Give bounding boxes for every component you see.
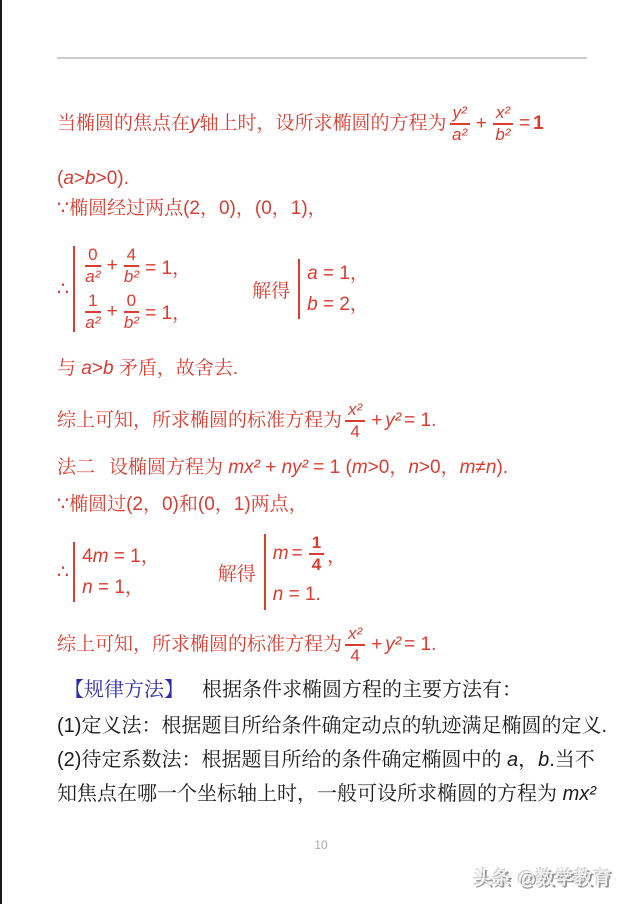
text-run: 根据条件求椭圆方程的主要方法有： bbox=[202, 679, 522, 701]
solution-value bbox=[307, 290, 369, 319]
text-run: + bbox=[259, 457, 282, 478]
system-equation bbox=[82, 573, 160, 602]
math-variable: a bbox=[81, 358, 92, 379]
fraction-numerator: x² bbox=[345, 401, 365, 422]
equation-system-2 bbox=[57, 524, 346, 620]
solve-label: 解得 bbox=[217, 563, 256, 585]
fraction bbox=[85, 246, 100, 286]
text-run: 轴上时，设所求椭圆的方程为 bbox=[199, 112, 447, 134]
method-two-label: 法二 bbox=[57, 457, 96, 478]
text-run: 4 bbox=[82, 545, 93, 567]
solution-brace-group bbox=[264, 534, 346, 609]
rule-method-heading bbox=[64, 676, 600, 704]
text-run: ( bbox=[57, 168, 64, 189]
equation-tail: = 1. bbox=[404, 633, 437, 655]
method-coefficient-line-2 bbox=[57, 780, 600, 808]
equals-sign: = bbox=[518, 112, 531, 134]
text-run: = 1， bbox=[113, 545, 160, 567]
fraction-denominator: a² bbox=[452, 125, 468, 144]
math-variable: n bbox=[82, 577, 93, 598]
text-run: (1)定义法：根据题目所给条件确定动点的轨迹满足椭圆的定义. bbox=[57, 715, 607, 737]
math-variable: b bbox=[102, 358, 114, 379]
fraction-x2-4 bbox=[345, 401, 365, 441]
equation-tail: = 1， bbox=[145, 257, 192, 279]
solution-value bbox=[273, 534, 346, 574]
math-variable: m bbox=[351, 457, 368, 478]
solution-value bbox=[307, 259, 369, 288]
fraction-denominator: b² bbox=[123, 312, 139, 332]
system-equation bbox=[82, 246, 194, 286]
math-term: mx² bbox=[228, 457, 260, 478]
therefore-symbol: ∴ bbox=[57, 561, 70, 583]
therefore-symbol: ∴ bbox=[57, 278, 70, 300]
fraction bbox=[124, 246, 139, 286]
conclusion-line-1 bbox=[57, 392, 600, 450]
equals-sign: = bbox=[291, 543, 303, 565]
math-variable: b bbox=[307, 294, 318, 315]
plus-operator: + bbox=[371, 409, 383, 431]
math-variable: a bbox=[507, 749, 519, 771]
solution-line-foci-y-axis bbox=[57, 84, 600, 164]
math-term: ny² bbox=[281, 457, 309, 478]
text-run: = 1 ( bbox=[308, 457, 352, 478]
text-run: (2)待定系数法：根据题目所给的条件确定椭圆中的 bbox=[57, 749, 507, 771]
text-run: > bbox=[73, 168, 86, 189]
equation-system-1 bbox=[57, 228, 369, 350]
system-equation bbox=[82, 542, 160, 571]
not-equal-sign: ≠ bbox=[475, 457, 486, 478]
conclusion-line-2 bbox=[57, 616, 600, 674]
fraction-numerator: 1 bbox=[85, 292, 100, 313]
method-coefficient-line bbox=[57, 746, 600, 774]
fraction-numerator: 0 bbox=[124, 292, 139, 313]
text-run: >0， bbox=[367, 457, 409, 478]
text-run: .当不 bbox=[549, 749, 595, 771]
text-run: ， bbox=[518, 749, 539, 771]
text-run: = 1， bbox=[322, 262, 369, 284]
math-variable: a bbox=[63, 168, 74, 189]
text-run: ∵椭圆经过两点(2，0)，(0，1)， bbox=[57, 198, 327, 219]
method-definition-line bbox=[57, 712, 607, 740]
plus-operator: + bbox=[371, 633, 383, 655]
fraction-denominator: b² bbox=[495, 125, 511, 144]
fraction-numerator: 1 bbox=[309, 534, 324, 555]
fraction-x2-4 bbox=[345, 625, 365, 665]
system-equation bbox=[82, 292, 194, 332]
equation-tail: = 1. bbox=[404, 409, 437, 431]
method-two-line bbox=[57, 455, 600, 482]
contradiction-line bbox=[57, 356, 600, 383]
fraction-numerator: x² bbox=[493, 104, 513, 125]
text-run: 当椭圆的焦点在 bbox=[57, 112, 191, 134]
fraction bbox=[85, 292, 100, 332]
text-run: 矛盾，故舍去. bbox=[113, 358, 239, 379]
text-run: ， bbox=[327, 545, 347, 567]
fraction-x2-b2 bbox=[493, 104, 513, 144]
solve-label: 解得 bbox=[252, 280, 291, 302]
text-run: = 1， bbox=[97, 577, 144, 598]
because-points-line bbox=[57, 196, 600, 223]
text-run: 知焦点在哪一个坐标轴上时，一般可设所求椭圆的方程为 bbox=[57, 783, 563, 805]
math-variable: a bbox=[307, 262, 318, 284]
math-variable: y bbox=[190, 112, 200, 134]
rule-method-label: 【规律方法】 bbox=[64, 679, 184, 701]
text-run: > bbox=[91, 358, 103, 379]
top-divider bbox=[57, 57, 587, 59]
solution-brace-group bbox=[298, 259, 369, 320]
fraction-denominator: 4 bbox=[311, 555, 322, 575]
math-variable: m bbox=[92, 545, 109, 567]
page-number: 10 bbox=[314, 838, 328, 852]
plus-operator: + bbox=[106, 300, 118, 322]
plus-operator: + bbox=[475, 112, 487, 134]
because-points-line-2 bbox=[57, 492, 600, 519]
fraction-y2-a2 bbox=[450, 104, 470, 144]
equation-tail: = 1， bbox=[145, 303, 192, 325]
fraction-1-4 bbox=[309, 534, 324, 574]
fraction bbox=[124, 292, 139, 332]
fraction-denominator: b² bbox=[123, 267, 139, 287]
text-run: >0， bbox=[418, 457, 460, 478]
fraction-numerator: y² bbox=[450, 104, 470, 125]
text-run: 与 bbox=[57, 358, 82, 379]
system-brace-group bbox=[73, 246, 194, 331]
math-variable: m bbox=[272, 543, 289, 565]
fraction-numerator: 0 bbox=[85, 246, 100, 267]
fraction-denominator: a² bbox=[85, 267, 101, 287]
condition-a-gt-b bbox=[57, 166, 600, 193]
text-run: ∵椭圆过(2，0)和(0，1)两点， bbox=[57, 494, 308, 515]
fraction-denominator: 4 bbox=[350, 422, 360, 441]
math-variable: m bbox=[459, 457, 476, 478]
math-variable: y² bbox=[385, 409, 402, 431]
constant-one: 1 bbox=[533, 112, 544, 134]
system-brace-group bbox=[73, 542, 160, 603]
math-variable: b bbox=[85, 168, 96, 189]
text-run: 综上可知，所求椭圆的标准方程为 bbox=[57, 409, 343, 431]
fraction-denominator: 4 bbox=[350, 646, 360, 665]
math-variable: n bbox=[408, 457, 419, 478]
fraction-numerator: 4 bbox=[124, 246, 139, 267]
math-variable: y² bbox=[385, 633, 402, 655]
math-term: mx² bbox=[562, 783, 596, 805]
plus-operator: + bbox=[106, 255, 118, 277]
fraction-numerator: x² bbox=[345, 625, 365, 646]
math-variable: b bbox=[538, 749, 550, 771]
math-variable: n bbox=[485, 457, 497, 478]
text-run: 设椭圆方程为 bbox=[109, 457, 229, 478]
text-run: 综上可知，所求椭圆的标准方程为 bbox=[57, 633, 343, 655]
watermark: 头条 @数学教育 bbox=[473, 868, 612, 888]
solution-value bbox=[273, 580, 346, 609]
text-run: >0). bbox=[95, 168, 129, 189]
fraction-denominator: a² bbox=[85, 312, 101, 332]
text-run: ). bbox=[496, 457, 509, 478]
text-run: = 2， bbox=[322, 294, 369, 315]
text-run: = 1. bbox=[288, 584, 321, 606]
math-variable: n bbox=[272, 584, 284, 606]
